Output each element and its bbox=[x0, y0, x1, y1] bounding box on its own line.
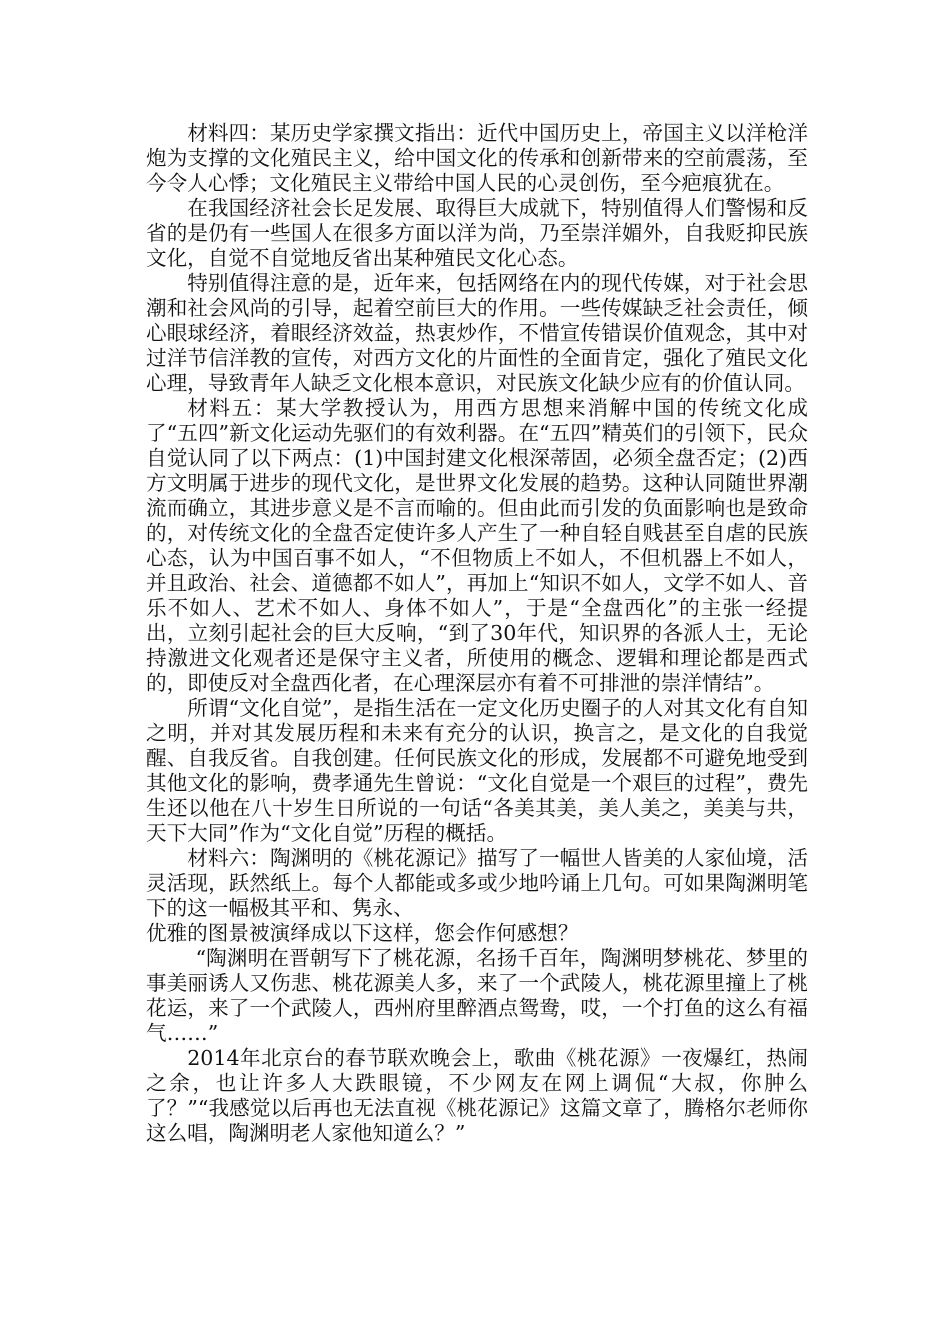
paragraph-spring-festival-gala: 2014年北京台的春节联欢晚会上，歌曲《桃花源》一夜爆红，热闹之余，也让许多人大跌眼镜，不少网友在网上调侃“大叔，你肿么了？”“我感觉以后再也无法直视《桃花源记》这篇文章了，腾格尔老师你这么唱，陶渊明老人家他知道么？” bbox=[146, 1046, 808, 1145]
paragraph-material-four: 材料四：某历史学家撰文指出：近代中国历史上，帝国主义以洋枪洋炮为支撑的文化殖民主义，给中国文化的传承和创新带来的空前震荡，至今令人心悸；文化殖民主义带给中国人民的心灵创伤，至今疤痕犹在。 bbox=[146, 121, 808, 195]
paragraph-modern-media: 特别值得注意的是，近年来，包括网络在内的现代传媒，对于社会思潮和社会风尚的引导，起着空前巨大的作用。一些传媒缺乏社会责任，倾心眼球经济，着眼经济效益，热衷炒作，不惜宣传错误价值观念，其中对过洋节信洋教的宣传，对西方文化的片面性的全面肯定，强化了殖民文化心理，导致青年人缺乏文化根本意识，对民族文化缺少应有的价值认同。 bbox=[146, 271, 808, 395]
paragraph-material-six-continued: 优雅的图景被演绎成以下这样，您会作何感想？ bbox=[146, 921, 579, 945]
paragraph-colonial-mentality: 在我国经济社会长足发展、取得巨大成就下，特别值得人们警惕和反省的是仍有一些国人在很多方面以洋为尚，乃至崇洋媚外，自我贬抑民族文化，自觉不自觉地反省出某种殖民文化心态。 bbox=[146, 196, 808, 270]
paragraph-song-lyrics-quote: “陶渊明在晋朝写下了桃花源，名扬千百年，陶渊明梦桃花、梦里的事美丽诱人又伤悲、桃花源美人多，来了一个武陵人，桃花源里撞上了桃花运，来了一个武陵人，西州府里醉酒点鸳鸯，哎，一个打鱼的这么有福气……” bbox=[146, 946, 808, 1045]
paragraph-material-six: 材料六：陶渊明的《桃花源记》描写了一幅世人皆美的人家仙境，活灵活现，跃然纸上。每个人都能或多或少地吟诵上几句。可如果陶渊明笔下的这一幅极其平和、隽永、 bbox=[146, 846, 808, 920]
paragraph-material-five: 材料五：某大学教授认为，用西方思想来消解中国的传统文化成了“五四”新文化运动先驱们的有效利器。在“五四”精英们的引领下，民众自觉认同了以下两点：(1)中国封建文化根深蒂固，必须全盘否定；(2)西方文明属于进步的现代文化，是世界文化发展的趋势。这种认同随世界潮流而确立，其进步意义是不言而喻的。但由此而引发的负面影响也是致命的，对传统文化的全盘否定使许多人产生了一种自轻自贱甚至自虐的民族心态，认为中国百事不如人，“不但物质上不如人，不但机器上不如人，并且政治、社会、道德都不如人”，再加上“知识不如人，文学不如人、音乐不如人、艺术不如人、身体不如人”，于是“全盘西化”的主张一经提出，立刻引起社会的巨大反响，“到了30年代，知识界的各派人士，无论持激进文化观者还是保守主义者，所使用的概念、逻辑和理论都是西式的，即使反对全盘西化者，在心理深层亦有着不可排泄的崇洋情结”。 bbox=[146, 396, 808, 695]
document-page bbox=[146, 121, 808, 1146]
paragraph-cultural-consciousness: 所谓“文化自觉”，是指生活在一定文化历史圈子的人对其文化有自知之明，并对其发展历程和未来有充分的认识，换言之，是文化的自我觉醒、自我反省。自我创建。任何民族文化的形成，发展都不可避免地受到其他文化的影响，费孝通先生曾说：“文化自觉是一个艰巨的过程”，费先生还以他在八十岁生日所说的一句话“各美其美，美人美之，美美与共，天下大同”作为“文化自觉”历程的概括。 bbox=[146, 696, 808, 845]
